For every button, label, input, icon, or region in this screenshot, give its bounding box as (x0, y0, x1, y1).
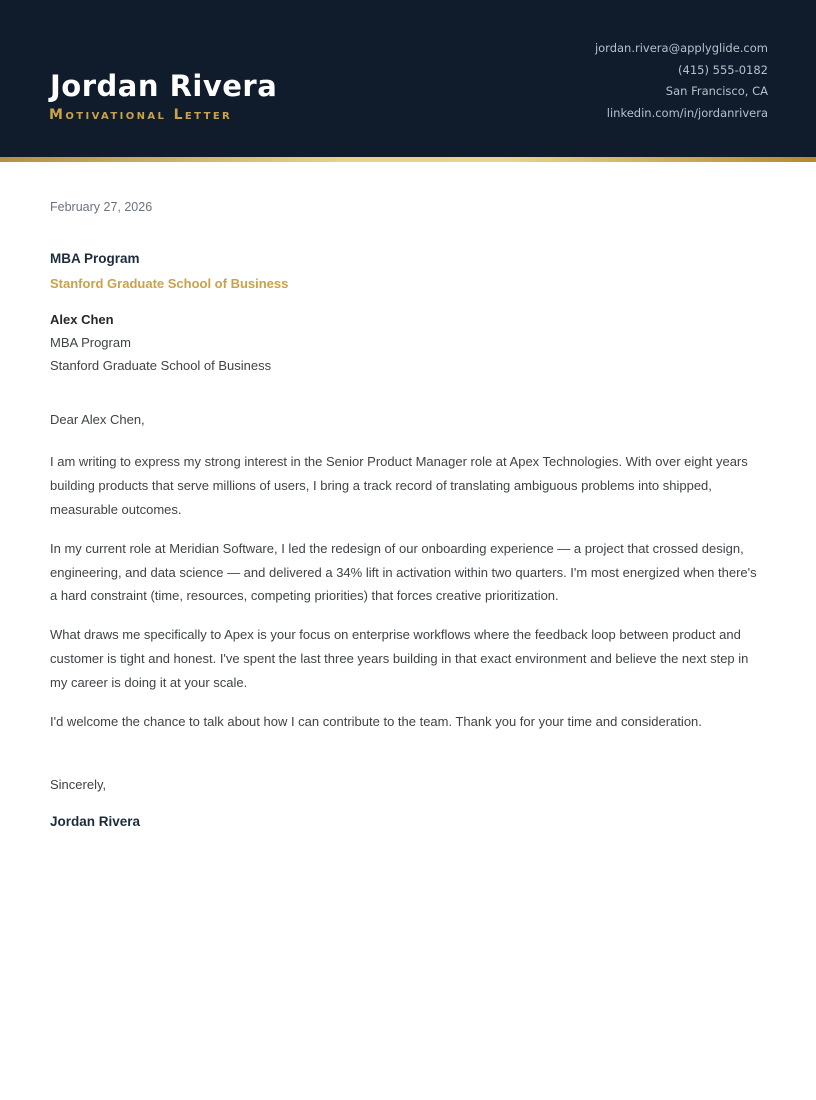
document-type-label: Motivational Letter (49, 107, 233, 123)
letter-paragraph: In my current role at Meridian Software, I led the redesign of our onboarding experience — a project that crossed design, engineering, and data science — and delivered a 34% lift in activation within two quarters. I'm most energized when there's a hard constraint (time, resources, competing priorities) that forces creative prioritization. (50, 540, 757, 604)
letter-paragraph: I am writing to express my strong interest in the Senior Product Manager role at Apex Technologies. With over eight years building products that serve millions of users, I bring a track record of translating ambiguous problems into shipped, measurable outcomes. (50, 454, 748, 517)
letter-paragraph: What draws me specifically to Apex is your focus on enterprise workflows where the feedback loop between product and customer is tight and honest. I've spent the last three years building in that exact environment and believe the next step in my career is doing it at your scale. (50, 627, 749, 690)
addressee-name: Alex Chen (50, 312, 114, 327)
contact-location: San Francisco, CA (665, 84, 768, 99)
letter-body (0, 200, 816, 834)
contact-phone: (415) 555-0182 (678, 62, 768, 77)
addressee-organization: Stanford Graduate School of Business (50, 358, 272, 374)
recipient-school: Stanford Graduate School of Business (50, 276, 289, 291)
addressee-role: MBA Program (50, 335, 131, 351)
recipient-program: MBA Program (50, 251, 140, 266)
addressee-block (50, 308, 766, 378)
gold-accent-bar (0, 157, 816, 162)
closing: Sincerely, (50, 777, 107, 793)
letter-date: February 27, 2026 (50, 200, 153, 214)
applicant-name: Jordan Rivera (50, 69, 278, 103)
signature-name: Jordan Rivera (50, 814, 141, 830)
letter-header (0, 0, 816, 157)
salutation: Dear Alex Chen, (50, 411, 145, 427)
recipient-block (50, 251, 766, 291)
contact-block (595, 38, 768, 125)
contact-email: jordan.rivera@applyglide.com (594, 41, 768, 55)
contact-linkedin: linkedin.com/in/jordanrivera (606, 106, 768, 121)
letter-paragraph: I'd welcome the chance to talk about how I can contribute to the team. Thank you for your time and consideration. (50, 713, 702, 729)
